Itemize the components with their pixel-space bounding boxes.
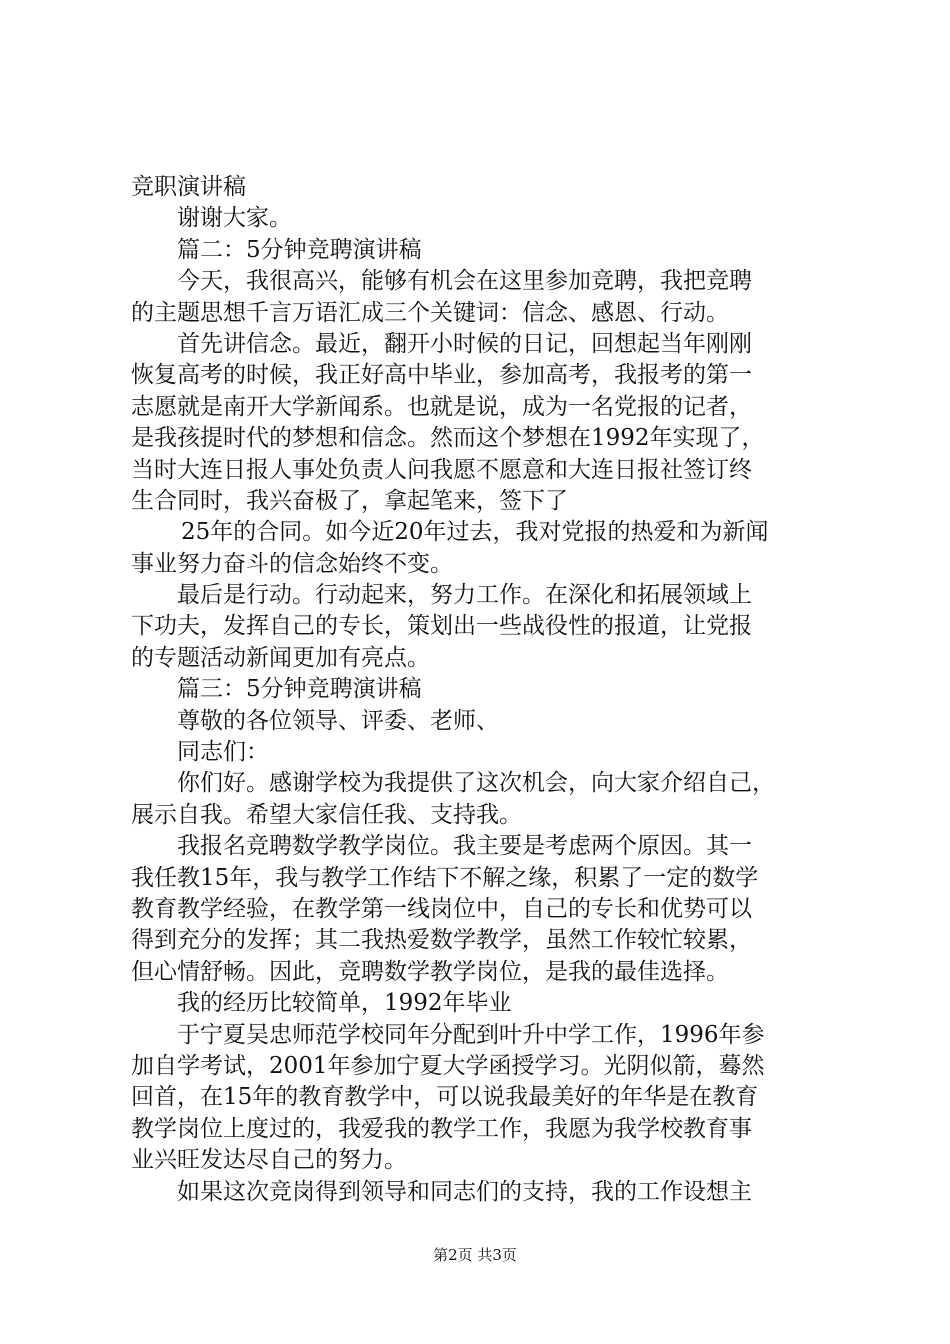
- text-line: 下功夫，发挥自己的专长，策划出一些战役性的报道，让党报: [131, 613, 752, 640]
- text-line: 志愿就是南开大学新闻系。也就是说，成为一名党报的记者，: [131, 393, 752, 420]
- text-line: 得到充分的发挥；其二我热爱数学教学，虽然工作较忙较累，: [131, 927, 752, 954]
- text-line: 你们好。感谢学校为我提供了这次机会，向大家介绍自己，: [177, 770, 775, 797]
- text-line: 回首，在15年的教育教学中，可以说我最美好的年华是在教育: [131, 1084, 759, 1111]
- text-line: 我报名竞聘数学教学岗位。我主要是考虑两个原因。其一: [177, 833, 752, 860]
- document-body: [131, 172, 831, 1208]
- text-line: 首先讲信念。最近，翻开小时候的日记，回想起当年刚刚: [177, 330, 752, 357]
- text-line: 事业努力奋斗的信念始终不变。: [131, 550, 453, 577]
- text-line: 同志们：: [177, 739, 269, 766]
- text-line: 篇三：5分钟竞聘演讲稿: [177, 676, 422, 703]
- text-line: 25年的合同。如今近20年过去，我对党报的热爱和为新闻: [181, 519, 769, 546]
- text-line: 谢谢大家。: [177, 205, 292, 232]
- text-line: 是我孩提时代的梦想和信念。然而这个梦想在1992年实现了，: [131, 425, 765, 452]
- text-line: 最后是行动。行动起来，努力工作。在深化和拓展领域上: [177, 582, 752, 609]
- text-line: 我任教15年，我与教学工作结下不解之缘，积累了一定的数学: [131, 864, 759, 891]
- text-line: 篇二：5分钟竞聘演讲稿: [177, 236, 422, 263]
- text-line: 教育教学经验，在教学第一线岗位中，自己的专长和优势可以: [131, 895, 752, 922]
- page-footer: 第2页 共3页: [433, 1246, 517, 1264]
- text-line: 恢复高考的时候，我正好高中毕业，参加高考，我报考的第一: [131, 362, 752, 389]
- text-line: 展示自我。希望大家信任我、支持我。: [131, 801, 522, 828]
- text-line: 今天，我很高兴，能够有机会在这里参加竞聘，我把竞聘: [177, 268, 752, 295]
- text-line: 尊敬的各位领导、评委、老师、: [177, 707, 499, 734]
- text-line: 当时大连日报人事处负责人问我愿不愿意和大连日报社签订终: [131, 456, 752, 483]
- text-line: 业兴旺发达尽自己的努力。: [131, 1147, 407, 1174]
- text-line: 的主题思想千言万语汇成三个关键词：信念、感恩、行动。: [131, 299, 729, 326]
- text-line: 加自学考试，2001年参加宁夏大学函授学习。光阴似箭，蓦然: [131, 1052, 765, 1079]
- text-line: 的专题活动新闻更加有亮点。: [131, 644, 430, 671]
- text-line: 如果这次竞岗得到领导和同志们的支持，我的工作设想主: [177, 1178, 752, 1205]
- text-line: 于宁夏吴忠师范学校同年分配到叶升中学工作，1996年参: [177, 1021, 765, 1048]
- text-line: 但心情舒畅。因此，竞聘数学教学岗位，是我的最佳选择。: [131, 958, 729, 985]
- text-line: 生合同时，我兴奋极了，拿起笔来，签下了: [131, 487, 568, 514]
- text-line: 竞职演讲稿: [131, 174, 246, 200]
- text-line: 我的经历比较简单，1992年毕业: [177, 990, 512, 1017]
- text-line: 教学岗位上度过的，我爱我的教学工作，我愿为我学校教育事: [131, 1115, 752, 1142]
